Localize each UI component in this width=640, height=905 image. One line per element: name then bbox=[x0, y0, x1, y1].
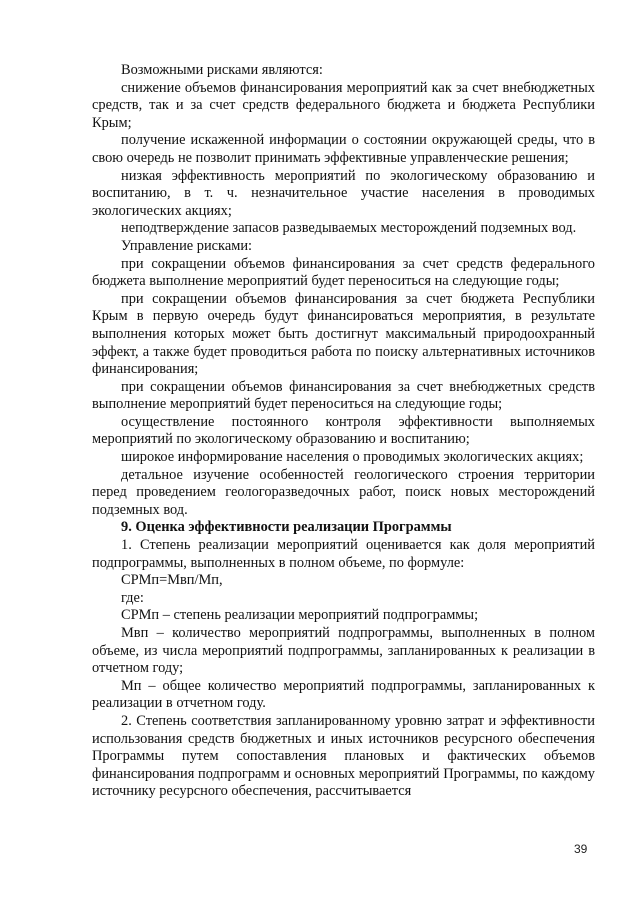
paragraph-cost-compliance: 2. Степень соответствия запланированному уровню затрат и эффективности использования средств бюджетных и иных источников ресурсного обеспечения Программы путем сопоставления плановых и фактических объемов финансирования подпрограмм и основных мероприятий Программы, по каждому источнику ресурсного обеспечения, рассчитывается bbox=[92, 712, 595, 800]
paragraph-management-informing: широкое информирование населения о проводимых экологических акциях; bbox=[121, 449, 584, 466]
paragraph-risk-management-intro: Управление рисками: bbox=[121, 237, 253, 254]
paragraph-management-extrabudget: при сокращении объемов финансирования за счет внебюджетных средств выполнение мероприятий будет переноситься на следующие годы; bbox=[92, 378, 595, 413]
paragraph-risk-water-reserves: неподтверждение запасов разведываемых месторождений подземных вод. bbox=[121, 220, 577, 237]
paragraph-risks-intro: Возможными рисками являются: bbox=[121, 62, 323, 78]
paragraph-risk-funding: снижение объемов финансирования мероприятий как за счет внебюджетных средств, так и за счет средств федерального бюджета и бюджета Республики Крым; bbox=[92, 79, 595, 131]
paragraph-risk-education: низкая эффективность мероприятий по экологическому образованию и воспитанию, в т. ч. незначительное участие населения в проводимых экологических акциях; bbox=[92, 167, 595, 219]
formula-def-srm: СРМп – степень реализации мероприятий подпрограммы; bbox=[121, 607, 479, 624]
page-number: 39 bbox=[574, 842, 588, 856]
paragraph-implementation-degree: 1. Степень реализации мероприятий оценивается как доля мероприятий подпрограммы, выполненных в полном объеме, по формуле: bbox=[92, 537, 595, 571]
formula-def-m: Мп – общее количество мероприятий подпрограммы, запланированных к реализации в отчетном году. bbox=[92, 677, 595, 712]
paragraph-risk-information: получение искаженной информации о состоянии окружающей среды, что в свою очередь не позволит принимать эффективные управленческие решения; bbox=[92, 132, 595, 166]
paragraph-management-crimea: при сокращении объемов финансирования за счет бюджета Республики Крым в первую очередь будут финансироваться мероприятия, в результате выполнения которых может быть достигнут максимальный природоохранный эффект, а также будет проводиться работа по поиску альтернативных источников финансирования; bbox=[92, 290, 595, 378]
document-page bbox=[92, 62, 595, 801]
paragraph-management-federal: при сокращении объемов финансирования за счет средств федерального бюджета выполнение мероприятий будет переноситься на следующие годы; bbox=[92, 255, 595, 290]
formula-where: где: bbox=[121, 589, 144, 606]
formula-def-mv: Мвп – количество мероприятий подпрограммы, выполненных в полном объеме, из числа мероприятий подпрограммы, запланированных к реализации в отчетном году; bbox=[92, 625, 595, 677]
paragraph-management-control: осуществление постоянного контроля эффективности выполняемых мероприятий по экологическому образованию и воспитанию; bbox=[92, 413, 595, 448]
section-heading: 9. Оценка эффективности реализации Программы bbox=[121, 519, 452, 536]
formula: СРМп=Мвп/Мп, bbox=[121, 572, 223, 589]
paragraph-management-geology: детальное изучение особенностей геологического строения территории перед проведением геологоразведочных работ, поиск новых месторождений подземных вод. bbox=[92, 466, 595, 518]
